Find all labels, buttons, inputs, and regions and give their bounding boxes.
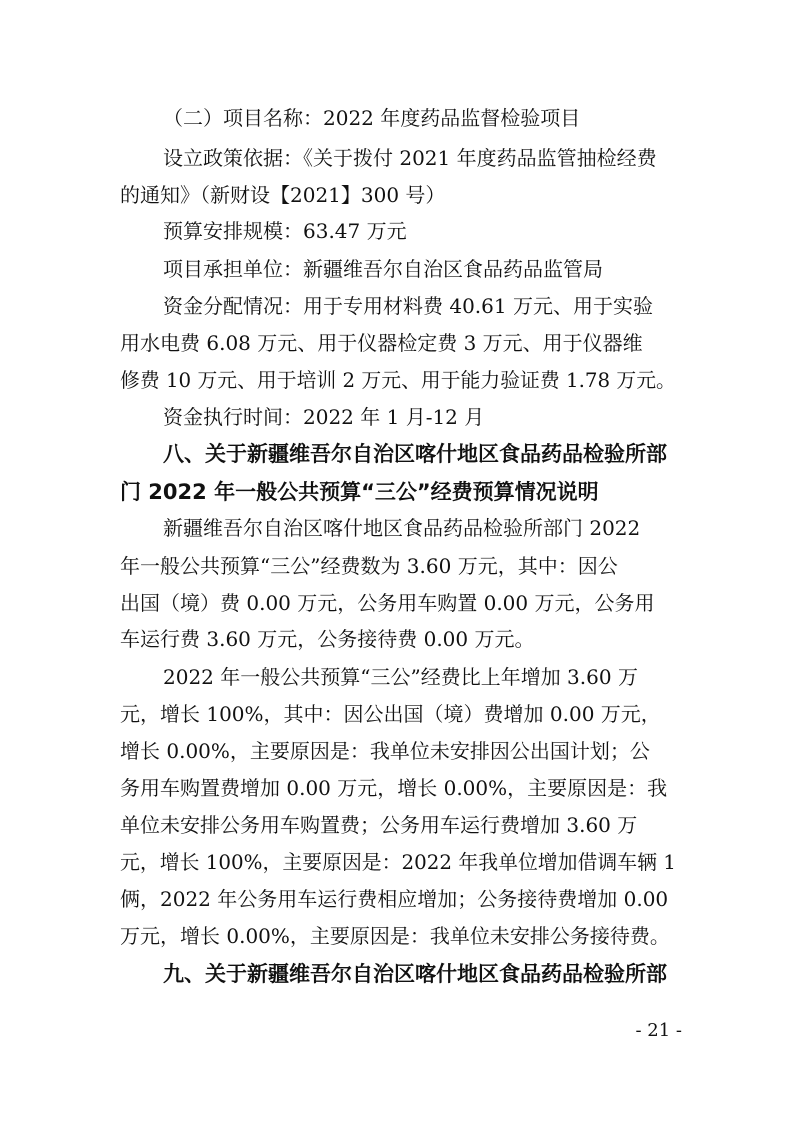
text-line: 修费 10 万元、用于培训 2 万元、用于能力验证费 1.78 万元。 <box>120 368 676 392</box>
text-line: 资金执行时间：2022 年 1 月-12 月 <box>163 405 485 429</box>
text-line: 单位未安排公务用车购置费；公务用车运行费增加 3.60 万 <box>120 813 638 837</box>
heading-text: 八、关于新疆维吾尔自治区喀什地区食品药品检验所部 <box>163 442 667 466</box>
budget-scale-line <box>0 213 793 249</box>
text-line: 预算安排规模：63.47 万元 <box>163 219 407 243</box>
heading-text: 九、关于新疆维吾尔自治区喀什地区食品药品检验所部 <box>163 962 667 986</box>
three-public-change-line-cont <box>0 881 793 917</box>
three-public-total-line-cont <box>0 585 793 621</box>
text-line: 出国（境）费 0.00 万元，公务用车购置 0.00 万元，公务用 <box>120 591 655 615</box>
fund-allocation-line <box>0 288 793 324</box>
three-public-change-line <box>0 659 793 695</box>
heading-text: 门 2022 年一般公共预算“三公”经费预算情况说明 <box>120 480 599 504</box>
text-line: 务用车购置费增加 0.00 万元，增长 0.00%，主要原因是：我 <box>120 776 668 800</box>
text-line: 项目承担单位：新疆维吾尔自治区食品药品监管局 <box>163 257 603 281</box>
text-line: 万元，增长 0.00%，主要原因是：我单位未安排公务接待费。 <box>120 924 670 948</box>
text-line: 用水电费 6.08 万元、用于仪器检定费 3 万元、用于仪器维 <box>120 331 643 355</box>
text-line: 元，增长 100%，其中：因公出国（境）费增加 0.00 万元， <box>120 702 661 726</box>
policy-basis-line <box>0 140 793 176</box>
project-name-line <box>0 100 793 136</box>
text-line: 资金分配情况：用于专用材料费 40.61 万元、用于实验 <box>163 294 653 318</box>
text-line: 车运行费 3.60 万元，公务接待费 0.00 万元。 <box>120 627 535 651</box>
text-line: 2022 年一般公共预算“三公”经费比上年增加 3.60 万 <box>163 665 638 689</box>
undertaking-unit-line <box>0 251 793 287</box>
page-number: - 21 - <box>635 1020 682 1041</box>
three-public-total-line-cont <box>0 548 793 584</box>
three-public-change-line-cont <box>0 696 793 732</box>
text-line: 俩，2022 年公务用车运行费相应增加；公务接待费增加 0.00 <box>120 887 669 911</box>
section-9-heading <box>0 956 793 992</box>
section-8-heading <box>0 436 793 472</box>
three-public-change-line-cont <box>0 844 793 880</box>
three-public-change-line-cont <box>0 733 793 769</box>
fund-allocation-line-cont <box>0 362 793 398</box>
three-public-total-line-cont <box>0 621 793 657</box>
three-public-total-line <box>0 510 793 546</box>
text-line: 增长 0.00%，主要原因是：我单位未安排因公出国计划；公 <box>120 739 650 763</box>
policy-basis-line-cont <box>0 177 793 213</box>
text-line: （二）项目名称：2022 年度药品监督检验项目 <box>163 106 581 130</box>
text-line: 年一般公共预算“三公”经费数为 3.60 万元，其中：因公 <box>120 554 618 578</box>
text-line: 的通知》（新财设【2021】300 号） <box>120 183 446 207</box>
text-line: 设立政策依据：《关于拨付 2021 年度药品监管抽检经费 <box>163 146 657 170</box>
text-line: 元，增长 100%，主要原因是：2022 年我单位增加借调车辆 1 <box>120 850 676 874</box>
three-public-change-line-cont <box>0 807 793 843</box>
fund-allocation-line-cont <box>0 325 793 361</box>
execution-time-line <box>0 399 793 435</box>
section-8-heading-cont <box>0 474 793 510</box>
three-public-change-line-cont <box>0 770 793 806</box>
three-public-change-line-cont <box>0 918 793 954</box>
text-line: 新疆维吾尔自治区喀什地区食品药品检验所部门 2022 <box>163 516 641 540</box>
